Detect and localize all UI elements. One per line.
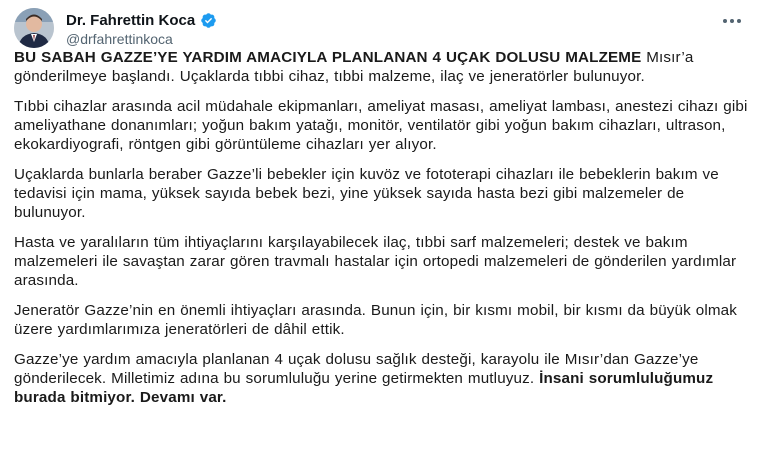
tweet-paragraph-6-text: Gazze’ye yardım amacıyla planlanan 4 uçak dolusu sağlık desteği, karayolu ile Mısır’dan Gazze’ye gönderilecek. Milletimiz adına bu sorumluluğu yerine getirmekten mutluyuz. — [14, 351, 699, 387]
author-handle[interactable]: @drfahrettinkoca — [66, 31, 173, 47]
tweet-paragraph-4: Hasta ve yaralıların tüm ihtiyaçlarını karşılayabilecek ilaç, tıbbi sarf malzemeleri; destek ve bakım malzemeleri ile savaştan zarar gören travmalı hastalar için ortopedi malzemeleri de gönderilen yardımlar arasında. — [14, 234, 737, 289]
more-options-icon[interactable] — [720, 12, 744, 30]
tweet-header — [14, 8, 754, 50]
tweet-paragraph-1-text: Mısır’a gönderilmeye başlandı. Uçaklarda tıbbi cihaz, tıbbi malzeme, ilaç ve jeneratörler bulunuyor. — [14, 49, 694, 85]
tweet-paragraph-6-bold: İnsani sorumluluğumuz burada bitmiyor. Devamı var. — [14, 370, 714, 406]
avatar[interactable] — [14, 8, 54, 48]
tweet-paragraph-1-bold: BU SABAH GAZZE’YE YARDIM AMACIYLA PLANLANAN 4 UÇAK DOLUSU MALZEME — [14, 49, 642, 66]
display-name[interactable]: Dr. Fahrettin Koca — [66, 11, 196, 29]
author-block — [66, 10, 217, 47]
tweet-paragraph-1 — [14, 48, 750, 86]
avatar-photo — [14, 8, 54, 48]
display-name-row — [66, 10, 217, 30]
tweet-paragraph-3: Uçaklarda bunlarla beraber Gazze’li bebekler için kuvöz ve fototerapi cihazları ile bebeklerin bakım ve tedavisi için mama, yüksek sayıda bebek bezi, yine yüksek sayıda hasta bezi gibi malzemeler de bulunuyor. — [14, 166, 719, 221]
tweet-paragraph-6 — [14, 350, 750, 407]
verified-badge-icon — [200, 12, 217, 29]
tweet-paragraph-5: Jeneratör Gazze’nin en önemli ihtiyaçları arasında. Bunun için, bir kısmı mobil, bir kısmı da büyük olmak üzere yardımlarımıza jeneratörleri de dâhil ettik. — [14, 302, 738, 338]
tweet-text — [14, 48, 750, 407]
tweet-paragraph-2: Tıbbi cihazlar arasında acil müdahale ekipmanları, ameliyat masası, ameliyat lambası, anestezi cihazı gibi ameliyathane donanımları; yoğun bakım yatağı, monitör, ventilatör gibi yoğun bakım cihazları, ultrason, ekokardiyografi, röntgen gibi görüntüleme cihazları yer alıyor. — [14, 98, 748, 153]
